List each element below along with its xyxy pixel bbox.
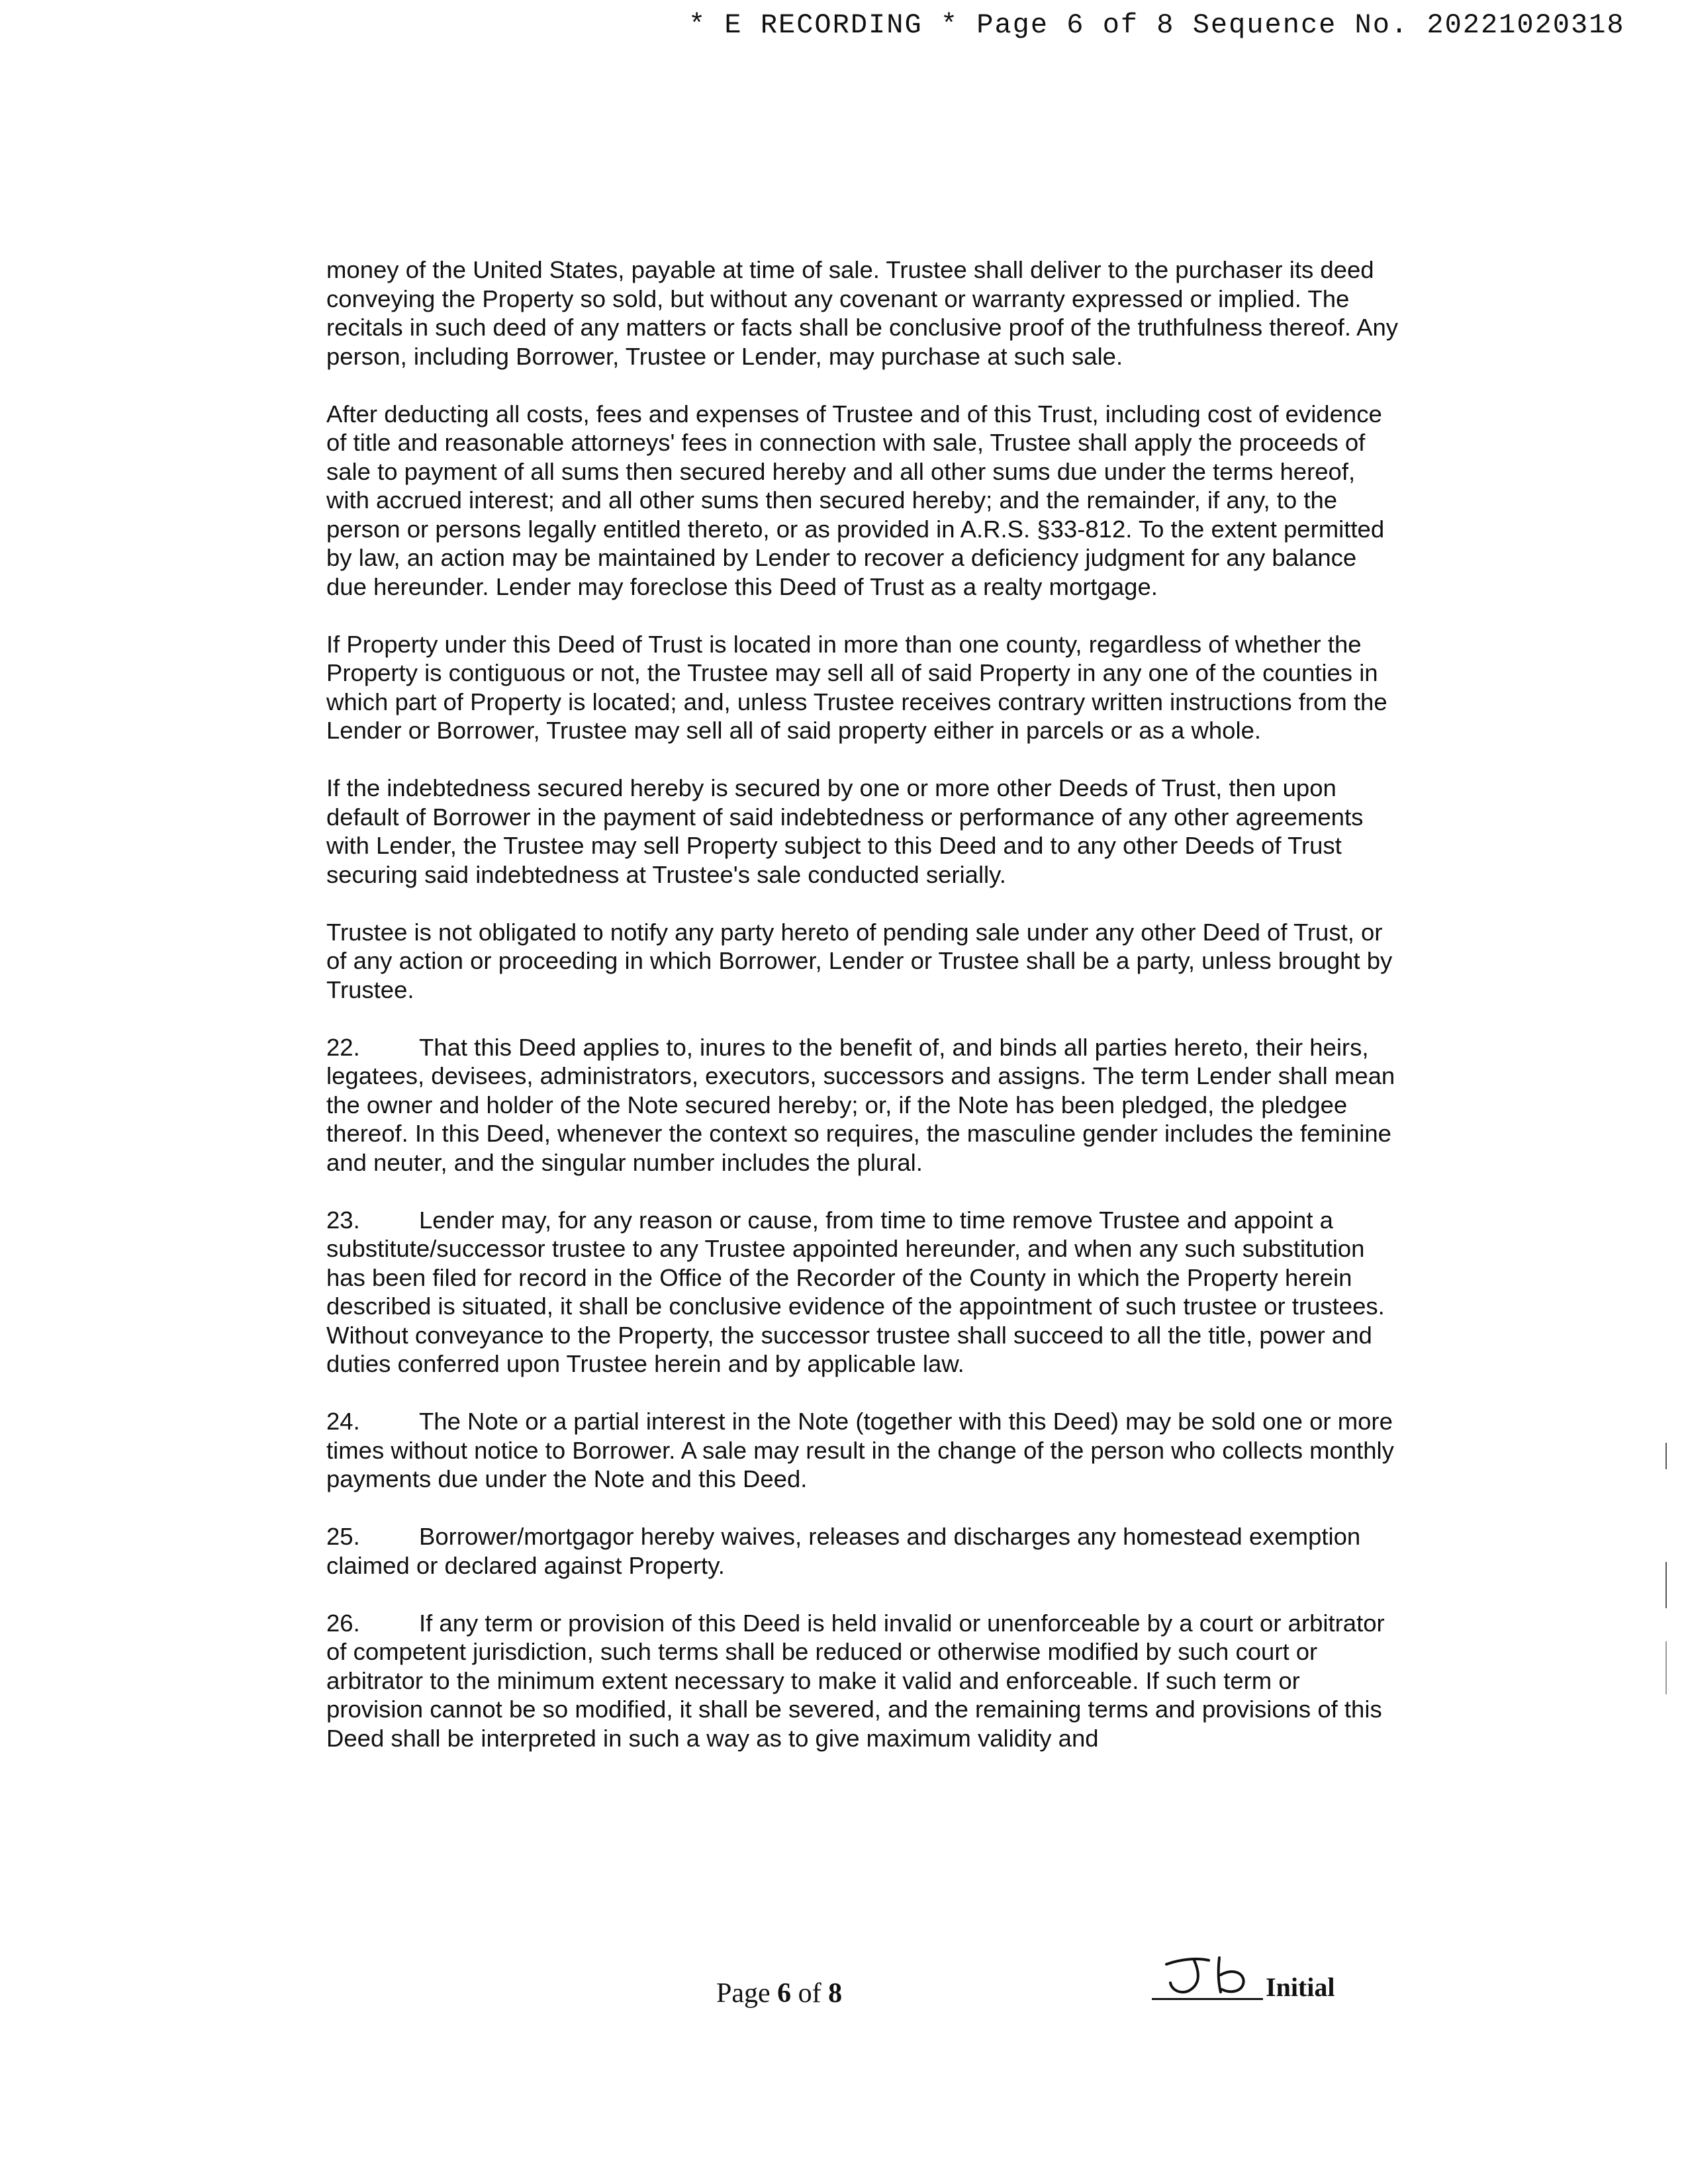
paragraph bbox=[326, 400, 1399, 602]
section-23 bbox=[326, 1206, 1399, 1379]
paragraph bbox=[326, 630, 1399, 745]
page-number bbox=[716, 1978, 842, 2009]
paragraph-text: If the indebtedness secured hereby is secured by one or more other Deeds of Trust, then upon default of Borrower in the payment of said indebtedness or performance of any other agreements with Lender, the Trustee may sell Property subject to this Deed and to any other Deeds of Trust securing said indebtedness at Trustee's sale conducted serially. bbox=[326, 774, 1364, 888]
page-of: of bbox=[791, 1978, 829, 2009]
initial-label: Initial bbox=[1266, 1972, 1335, 2002]
section-24 bbox=[326, 1407, 1399, 1494]
section-text: That this Deed applies to, inures to the benefit of, and binds all parties hereto, their heirs, legatees, devisees, administrators, executors, successors and assigns. The term Lender shall mean the owner and holder of the Note secured hereby; or, if the Note has been pledged, the pledgee thereof. In this Deed, whenever the context so requires, the masculine gender includes the feminine and neuter, and the singular number includes the plural. bbox=[326, 1033, 1395, 1176]
paragraph bbox=[326, 774, 1399, 889]
recording-stamp: * E RECORDING * Page 6 of 8 Sequence No. 20221020318 bbox=[688, 9, 1625, 41]
section-25 bbox=[326, 1522, 1399, 1580]
document-body bbox=[326, 255, 1399, 1782]
section-22 bbox=[326, 1033, 1399, 1177]
section-26 bbox=[326, 1609, 1399, 1753]
section-text: If any term or provision of this Deed is held invalid or unenforceable by a court or arbitrator of competent jurisdiction, such terms shall be reduced or otherwise modified by such court or arbitrator to the minimum extent necessary to make it valid and enforceable. If such term or provision cannot be so modified, it shall be severed, and the remaining terms and provisions of this Deed shall be interpreted in such a way as to give maximum validity and bbox=[326, 1609, 1385, 1752]
handwritten-initials bbox=[1161, 1952, 1260, 1999]
page-total: 8 bbox=[828, 1978, 843, 2009]
paragraph bbox=[326, 918, 1399, 1005]
paragraph-text: Trustee is not obligated to notify any party hereto of pending sale under any other Deed of Trust, or of any action or proceeding in which Borrower, Lender or Trustee shall be a party, unless brought by Trustee. bbox=[326, 918, 1393, 1003]
section-number: 25. bbox=[326, 1523, 360, 1550]
paragraph-text: After deducting all costs, fees and expenses of Trustee and of this Trust, including cost of evidence of title and reasonable attorneys' fees in connection with sale, Trustee shall apply the proceeds of sale to payment of all sums then secured hereby and all other sums due under the terms hereof, with accrued interest; and all other sums then secured hereby; and the remainder, if any, to the person or persons legally entitled thereto, or as provided in A.R.S. §33-812. To the extent permitted by law, an action may be maintained by Lender to recover a deficiency judgment for any balance due hereunder. Lender may foreclose this Deed of Trust as a realty mortgage. bbox=[326, 400, 1385, 600]
initial-block bbox=[1152, 1952, 1344, 2012]
section-text: Borrower/mortgagor hereby waives, releases and discharges any homestead exemption claimed or declared against Property. bbox=[326, 1523, 1361, 1579]
section-text: The Note or a partial interest in the Note (together with this Deed) may be sold one or more times without notice to Borrower. A sale may result in the change of the person who collects monthly payments due under the Note and this Deed. bbox=[326, 1408, 1394, 1492]
scan-margin-mark bbox=[1665, 1641, 1667, 1694]
paragraph bbox=[326, 255, 1399, 371]
scan-margin-mark bbox=[1665, 1562, 1667, 1608]
page-prefix: Page bbox=[716, 1978, 778, 2009]
paragraph-text: money of the United States, payable at time of sale. Trustee shall deliver to the purchaser its deed conveying the Property so sold, but without any covenant or warranty expressed or implied. The recitals in such deed of any matters or facts shall be conclusive proof of the truthfulness thereof. Any person, including Borrower, Trustee or Lender, may purchase at such sale. bbox=[326, 256, 1399, 370]
section-number: 22. bbox=[326, 1033, 360, 1061]
page-current: 6 bbox=[777, 1978, 792, 2009]
section-number: 26. bbox=[326, 1609, 360, 1637]
section-number: 23. bbox=[326, 1206, 360, 1234]
section-number: 24. bbox=[326, 1408, 360, 1435]
initial-line bbox=[1152, 1998, 1263, 2000]
section-text: Lender may, for any reason or cause, from time to time remove Trustee and appoint a substitute/successor trustee to any Trustee appointed hereunder, and when any such substitution has been filed for record in the Office of the Recorder of the County in which the Property herein described is situated, it shall be conclusive evidence of the appointment of such trustee or trustees. Without conveyance to the Property, the successor trustee shall succeed to all the title, power and duties conferred upon Trustee herein and by applicable law. bbox=[326, 1206, 1385, 1377]
paragraph-text: If Property under this Deed of Trust is located in more than one county, regardless of whether the Property is contiguous or not, the Trustee may sell all of said Property in any one of the counties in which part of Property is located; and, unless Trustee receives contrary written instructions from the Lender or Borrower, Trustee may sell all of said property either in parcels or as a whole. bbox=[326, 630, 1387, 744]
scan-margin-mark bbox=[1665, 1443, 1667, 1469]
